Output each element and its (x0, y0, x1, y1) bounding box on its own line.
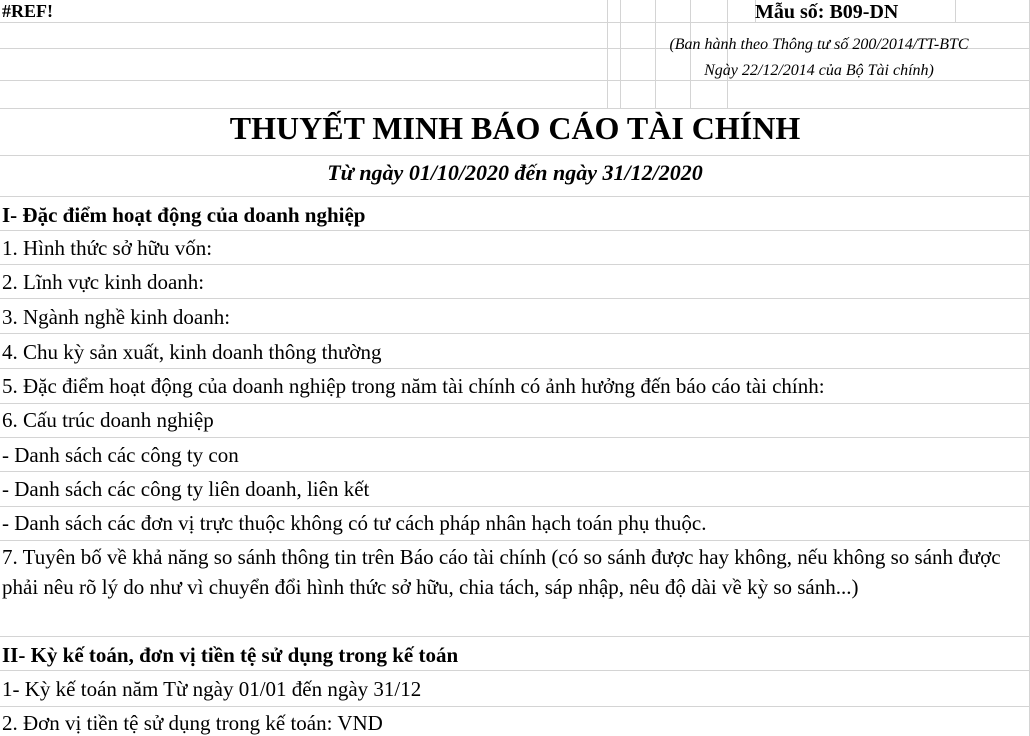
list-item: - Danh sách các đơn vị trực thuộc không có tư cách pháp nhân hạch toán phụ thuộc. (2, 511, 707, 535)
section-heading: I- Đặc điểm hoạt động của doanh nghiệp (2, 203, 366, 227)
grid-line (0, 155, 1030, 156)
list-item: 1. Hình thức sở hữu vốn: (2, 236, 213, 260)
list-item: 3. Ngành nghề kinh doanh: (2, 305, 231, 329)
grid-line (0, 196, 1030, 197)
grid-line (0, 471, 1030, 472)
list-item: - Danh sách các công ty liên doanh, liên kết (2, 477, 370, 501)
grid-line (955, 0, 956, 22)
grid-line (0, 670, 1030, 671)
grid-line (0, 706, 1030, 707)
grid-line (0, 506, 1030, 507)
grid-line (0, 368, 1030, 369)
issued-date-line: Ngày 22/12/2014 của Bộ Tài chính) (704, 62, 934, 79)
grid-line (607, 0, 608, 108)
grid-line (0, 437, 1030, 438)
list-item: 5. Đặc điểm hoạt động của doanh nghiệp trong năm tài chính có ảnh hưởng đến báo cáo tài chính: (2, 374, 825, 398)
page-title: THUYẾT MINH BÁO CÁO TÀI CHÍNH (229, 110, 801, 146)
grid-line (0, 264, 1030, 265)
grid-line (0, 333, 1030, 334)
issued-by-line: (Ban hành theo Thông tư số 200/2014/TT-BTC (669, 36, 969, 53)
grid-line (0, 108, 1030, 109)
grid-line (0, 230, 1030, 231)
section-heading: II- Kỳ kế toán, đơn vị tiền tệ sử dụng trong kế toán (2, 643, 459, 667)
grid-line (0, 80, 1030, 81)
list-item: 7. Tuyên bố về khả năng so sánh thông tin trên Báo cáo tài chính (có so sánh được hay không, nếu không so sánh được phải nêu rõ lý do như vì chuyển đổi hình thức sở hữu, chia tách, sáp nhập, nêu độ dài về kỳ so sánh...) (2, 545, 1001, 599)
ref-error-cell[interactable]: #REF! (2, 1, 53, 21)
grid-line (620, 0, 621, 108)
list-item: 4. Chu kỳ sản xuất, kinh doanh thông thường (2, 340, 382, 364)
list-item: 2. Lĩnh vực kinh doanh: (2, 270, 205, 294)
grid-line (727, 0, 728, 108)
form-number: Mẫu số: B09-DN (755, 1, 899, 23)
list-item: 2. Đơn vị tiền tệ sử dụng trong kế toán: VND (2, 711, 383, 735)
list-item: 6. Cấu trúc doanh nghiệp (2, 408, 214, 432)
list-item: 1- Kỳ kế toán năm Từ ngày 01/01 đến ngày 31/12 (2, 677, 422, 701)
grid-line (0, 636, 1030, 637)
grid-line (0, 403, 1030, 404)
list-item: - Danh sách các công ty con (2, 443, 239, 467)
grid-line (690, 0, 691, 108)
grid-line (0, 298, 1030, 299)
report-period: Từ ngày 01/10/2020 đến ngày 31/12/2020 (327, 160, 703, 185)
grid-line (0, 540, 1030, 541)
grid-line (655, 0, 656, 108)
